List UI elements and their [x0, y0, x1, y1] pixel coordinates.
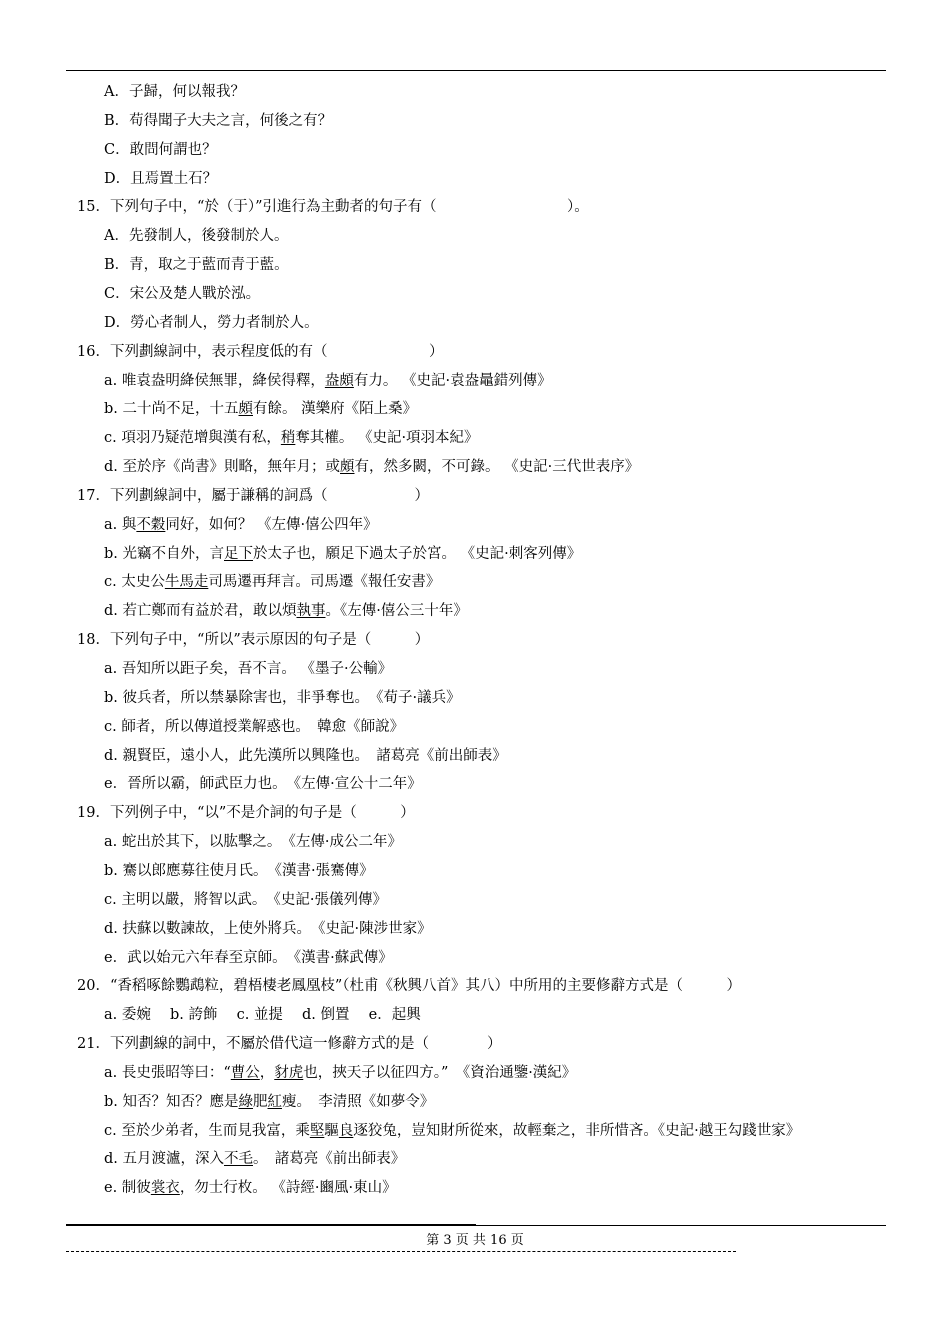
text-segment: 有餘。 漢樂府《陌上桑》 [253, 401, 418, 417]
text-segment: c. 太史公 [104, 574, 165, 590]
underlined-word: 不穀 [136, 517, 166, 533]
text-segment: 21．下列劃線的詞中，不屬於借代這一修辭方式的是（ ） [77, 1036, 502, 1052]
text-segment: A．子歸，何以報我？ [104, 84, 245, 100]
answer-option [104, 515, 378, 535]
answer-option [104, 111, 332, 131]
footer-dashed-line [66, 1251, 736, 1252]
underlined-word: 稍 [280, 430, 296, 446]
text-segment: d. 至於序《尚書》則略，無年月；或 [104, 459, 340, 475]
answer-option [104, 659, 392, 679]
underlined-word: 裳衣 [150, 1180, 180, 1196]
answer-option [104, 572, 440, 592]
underlined-word: 頗 [340, 459, 355, 475]
text-segment: 有力。 《史記·袁盎鼂錯列傳》 [353, 373, 552, 389]
text-segment: 司馬遷再拜言。司馬遷《報任安書》 [208, 574, 441, 590]
text-segment: b. 光竊不自外，言 [104, 546, 224, 562]
text-segment: 肥 [253, 1094, 268, 1110]
text-segment: 同好，如何？ 《左傳·僖公四年》 [165, 517, 378, 533]
answer-option [104, 861, 374, 881]
text-segment: 也，挾天子以征四方。” 《資治通鑒·漢紀》 [303, 1065, 577, 1081]
answer-option [104, 832, 402, 852]
text-segment: 驅 [324, 1123, 339, 1139]
text-segment: c. 至於少弟者，生而見我富，乘 [104, 1123, 310, 1139]
answer-option [104, 428, 479, 448]
answer-option [104, 226, 288, 246]
text-segment: 有，然多闕，不可錄。 《史記·三代世表序》 [354, 459, 640, 475]
text-segment: c. 主明以嚴，將智以武。 《史記·張儀列傳》 [104, 892, 387, 908]
text-segment: e．晉所以霸，師武臣力也。 《左傳·宣公十二年》 [104, 776, 422, 792]
answer-option [104, 1063, 576, 1083]
answer-option [104, 919, 432, 939]
answer-option [104, 544, 581, 564]
text-segment: c. 師者，所以傳道授業解惑也。 韓愈《師說》 [104, 719, 405, 735]
question-stem [77, 630, 429, 650]
underlined-word: 豺虎 [274, 1065, 304, 1081]
answer-option [104, 284, 260, 304]
answer-option [104, 890, 387, 910]
text-segment: D．勞心者制人，勞力者制於人。 [104, 315, 319, 331]
text-segment: a. 吾知所以距子矣，吾不言。 《墨子·公輸》 [104, 661, 393, 677]
question-stem [77, 486, 429, 506]
answer-option [104, 82, 245, 102]
answer-option [104, 746, 507, 766]
text-segment: b. 騫以郎應募往使月氏。 《漢書·張騫傳》 [104, 863, 374, 879]
answer-option [104, 371, 552, 391]
underlined-word: 牛馬走 [164, 574, 209, 590]
text-segment: a. 唯袁盎明絳侯無罪，絳侯得釋， [104, 373, 325, 389]
text-segment: ，勿士行枚。 《詩經·豳風·東山》 [179, 1180, 397, 1196]
text-segment: 。《左傳·僖公三十年》 [325, 603, 468, 619]
answer-option [104, 1178, 397, 1198]
text-segment: b. 知否？知否？應是 [104, 1094, 239, 1110]
text-segment: B．青，取之于藍而青于藍。 [104, 257, 289, 273]
underlined-word: 不毛 [224, 1151, 253, 1167]
text-segment: 19．下列例子中，“以”不是介詞的句子是（ ） [77, 805, 415, 821]
answer-option [104, 457, 639, 477]
text-segment: 於太子也，願足下過太子於宮。 《史記·刺客列傳》 [253, 546, 582, 562]
text-segment: e．武以始元六年春至京師。 《漢書·蘇武傳》 [104, 950, 393, 966]
text-segment: b. 二十尚不足，十五 [104, 401, 239, 417]
text-segment: A．先發制人，後發制於人。 [104, 228, 289, 244]
text-segment: 瘦。 李清照《如夢令》 [282, 1094, 435, 1110]
answer-option [104, 948, 393, 968]
underlined-word: 良 [338, 1123, 354, 1139]
question-stem [77, 1034, 501, 1054]
answer-option [104, 601, 468, 621]
text-segment: 16．下列劃線詞中，表示程度低的有（ ） [77, 344, 444, 360]
answer-option [104, 169, 217, 189]
text-segment: c. 項羽乃疑范增與漢有私， [104, 430, 281, 446]
text-segment: 。 諸葛亮《前出師表》 [253, 1151, 406, 1167]
page-number: 第 3 页 共 16 页 [426, 1233, 524, 1248]
answer-option [104, 717, 404, 737]
underlined-word: 紅 [267, 1094, 282, 1110]
question-stem [77, 803, 415, 823]
answer-option [104, 1092, 434, 1112]
text-segment: B．苟得聞子大夫之言，何後之有？ [104, 113, 333, 129]
text-segment: d. 五月渡瀘，深入 [104, 1151, 224, 1167]
text-segment: a. 蛇出於其下，以肱擊之。 《左傳·成公二年》 [104, 834, 402, 850]
text-segment: a. 長史張昭等曰：“ [104, 1065, 231, 1081]
answer-option [104, 688, 461, 708]
text-segment: a. 委婉 b. 誇飾 c. 並提 d. 倒置 e．起興 [104, 1007, 421, 1023]
text-segment: ， [259, 1065, 275, 1081]
text-segment: d. 若亡鄭而有益於君，敢以煩 [104, 603, 297, 619]
question-stem [77, 976, 741, 996]
text-segment: 18．下列句子中，“所以”表示原因的句子是（ ） [77, 632, 430, 648]
text-segment: d. 扶蘇以數諫故，上使外將兵。 《史記·陳涉世家》 [104, 921, 432, 937]
header-rule [66, 70, 886, 71]
text-segment: 奪其權。 《史記·項羽本紀》 [295, 430, 479, 446]
text-segment: 15．下列句子中，“於（于）”引進行為主動者的句子有（ ）。 [77, 199, 589, 215]
underlined-word: 綠 [238, 1094, 253, 1110]
text-segment: d. 親賢臣，遠小人，此先漢所以興隆也。 諸葛亮《前出師表》 [104, 748, 507, 764]
footer-rule-thick [66, 1224, 476, 1226]
underlined-word: 曹公 [230, 1065, 260, 1081]
underlined-word: 堅 [309, 1123, 325, 1139]
text-segment: a. 與 [104, 517, 137, 533]
text-segment: D．且焉置土石？ [104, 171, 218, 187]
text-segment: b. 彼兵者，所以禁暴除害也，非爭奪也。 《荀子·議兵》 [104, 690, 461, 706]
question-stem [77, 342, 443, 362]
text-segment: 20．“香稻啄餘鸚鵡粒，碧梧棲老鳳凰枝”（杜甫《秋興八首》其八）中所用的主要修辭方式是（ ） [77, 978, 742, 994]
text-segment: 逐狡兔，豈知財所從來，故輕棄之，非所惜吝。《史記·越王勾踐世家》 [353, 1123, 801, 1139]
underlined-word: 盎頗 [324, 373, 354, 389]
text-segment: C．敢問何謂也？ [104, 142, 217, 158]
answer-option [104, 255, 289, 275]
answer-option [104, 1121, 800, 1141]
answer-option [104, 313, 319, 333]
underlined-word: 頗 [238, 401, 253, 417]
answer-option [104, 1005, 421, 1025]
answer-option [104, 399, 417, 419]
answer-option [104, 140, 217, 160]
text-segment: e. 制彼 [104, 1180, 151, 1196]
footer-rule-thin [476, 1225, 886, 1226]
text-segment: 17．下列劃線詞中，屬于謙稱的詞爲（ ） [77, 488, 429, 504]
question-stem [77, 197, 589, 217]
answer-option [104, 774, 422, 794]
underlined-word: 執事 [296, 603, 326, 619]
underlined-word: 足下 [224, 546, 253, 562]
text-segment: C．宋公及楚人戰於泓。 [104, 286, 261, 302]
answer-option [104, 1149, 405, 1169]
